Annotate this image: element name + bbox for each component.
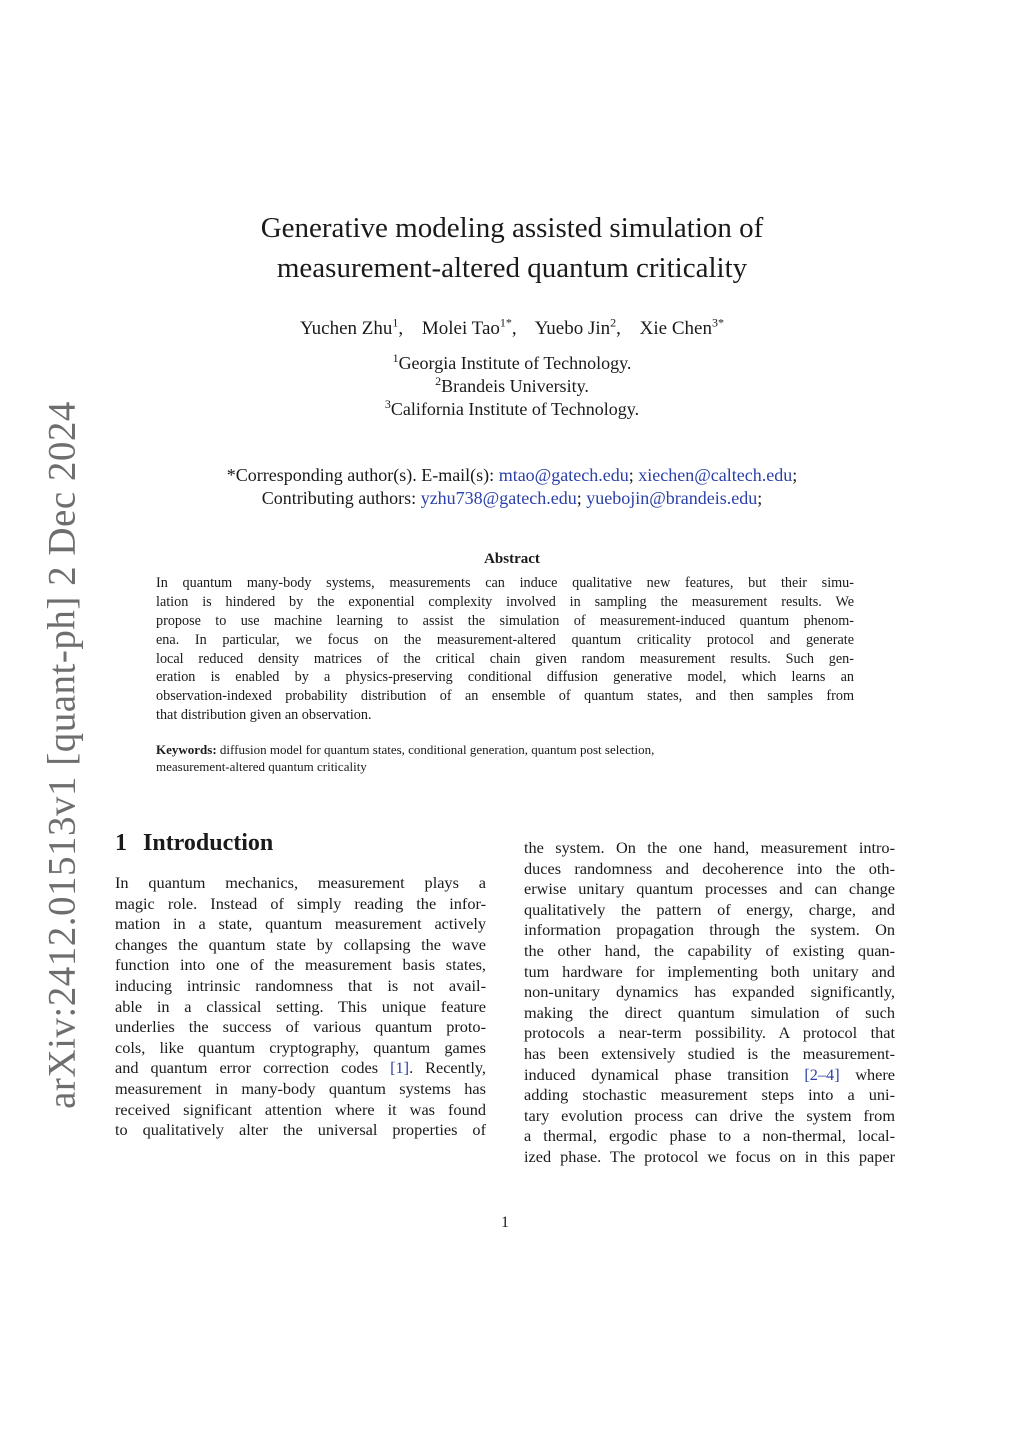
author-affil-mark: 3* bbox=[711, 315, 724, 330]
body-line: information propagation through the system. On bbox=[524, 920, 895, 940]
correspondence-block bbox=[0, 464, 1024, 510]
body-line: In quantum mechanics, measurement plays a bbox=[115, 873, 486, 892]
section-heading bbox=[115, 830, 273, 857]
email-separator: ; bbox=[628, 465, 639, 485]
abstract-line: eration is enabled by a physics-preserving conditional diffusion generative model, which learns an bbox=[156, 669, 854, 686]
author-name: Yuchen Zhu bbox=[300, 318, 393, 339]
body-line: the system. On the one hand, measurement intro- bbox=[524, 838, 895, 857]
email-link[interactable]: mtao@gatech.edu bbox=[498, 465, 629, 485]
email-end: ; bbox=[792, 465, 798, 485]
citation-link[interactable]: [2–4] bbox=[804, 1064, 840, 1084]
body-text: induced dynamical phase transition bbox=[524, 1064, 805, 1084]
keywords-label: Keywords: bbox=[156, 742, 217, 757]
affiliation-mark: 2 bbox=[435, 374, 442, 388]
author-list: Yuchen Zhu$^1$, Molei Tao$^{1*}$, Yuebo Jin$^2$, Xie Chen$^{3*}$ bbox=[300, 315, 724, 339]
body-line: protocols a near-term possibility. A protocol that bbox=[524, 1023, 895, 1043]
body-line: a thermal, ergodic phase to a non-thermal, local- bbox=[524, 1126, 895, 1146]
body-line: non-unitary dynamics has expanded significantly, bbox=[524, 982, 895, 1002]
affiliations bbox=[0, 352, 1024, 421]
paper-title bbox=[0, 208, 1024, 288]
email-link[interactable]: yzhu738@gatech.edu bbox=[420, 488, 577, 508]
abstract-text bbox=[156, 574, 854, 725]
affiliation-line bbox=[0, 375, 1024, 398]
body-line: making the direct quantum simulation of such bbox=[524, 1002, 895, 1022]
body-line: able in a classical setting. This unique feature bbox=[115, 996, 486, 1016]
author-affil-mark: 1* bbox=[499, 315, 512, 330]
keywords-text: diffusion model for quantum states, conditional generation, quantum post selection, bbox=[216, 742, 655, 757]
body-line: mation in a state, quantum measurement actively bbox=[115, 914, 486, 934]
author-affil-mark: 2 bbox=[610, 315, 617, 330]
contributing-line bbox=[0, 487, 1024, 510]
body-text: where bbox=[839, 1064, 896, 1084]
keywords bbox=[156, 741, 854, 775]
abstract-heading: Abstract bbox=[484, 551, 540, 567]
body-line: function into one of the measurement basis states, bbox=[115, 955, 486, 975]
affiliation-name: California Institute of Technology. bbox=[390, 399, 640, 419]
title-line-2: measurement-altered quantum criticality bbox=[276, 252, 748, 284]
affiliation-line bbox=[0, 352, 1024, 375]
abstract-line: lation is hindered by the exponential complexity involved in sampling the measurement results. We bbox=[156, 593, 854, 610]
abstract-line: In quantum many-body systems, measurements can induce qualitative new features, but their simu- bbox=[156, 575, 854, 591]
affiliation-line bbox=[0, 398, 1024, 421]
abstract-line: ena. In particular, we focus on the measurement-altered quantum criticality protocol and generate bbox=[156, 631, 854, 648]
body-line: ized phase. The protocol we focus on in this paper bbox=[524, 1146, 895, 1166]
affiliation-name: Brandeis University. bbox=[441, 376, 589, 396]
body-line: changes the quantum state by collapsing the wave bbox=[115, 934, 486, 954]
body-text: and quantum error correction codes bbox=[115, 1058, 391, 1078]
body-line: magic role. Instead of simply reading the infor- bbox=[115, 893, 486, 913]
keywords-line: measurement-altered quantum criticality bbox=[156, 759, 367, 774]
abstract-line: that distribution given an observation. bbox=[156, 707, 372, 724]
arxiv-identifier: arXiv:2412.01513v1 [quant-ph] 2 Dec 2024 bbox=[40, 401, 84, 1109]
contributing-label: Contributing authors: bbox=[261, 488, 421, 508]
body-line: tum hardware for implementing both unitary and bbox=[524, 961, 895, 981]
abstract-line: observation-indexed probability distribution of an ensemble of quantum states, and then samples from bbox=[156, 688, 854, 705]
affiliation-mark: 1 bbox=[392, 351, 399, 365]
author-affil-mark: 1 bbox=[392, 315, 399, 330]
author-name: Yuebo Jin bbox=[534, 318, 611, 339]
section-number: 1 bbox=[115, 830, 127, 856]
body-line: to qualitatively alter the universal properties of bbox=[115, 1120, 486, 1140]
affiliation-name: Georgia Institute of Technology. bbox=[398, 353, 632, 373]
abstract-line: local reduced density matrices of the critical chain given random measurement results. Such gen- bbox=[156, 650, 854, 667]
body-line: duces randomness and decoherence into the oth- bbox=[524, 858, 895, 878]
email-separator: ; bbox=[576, 488, 587, 508]
body-line bbox=[524, 1065, 895, 1086]
body-line: received significant attention where it was found bbox=[115, 1099, 486, 1119]
body-line: the other hand, the capability of existing quan- bbox=[524, 940, 895, 960]
body-line bbox=[115, 1058, 486, 1079]
email-link[interactable]: yuebojin@brandeis.edu bbox=[586, 488, 758, 508]
body-line: has been extensively studied is the measurement- bbox=[524, 1043, 895, 1063]
page-number: 1 bbox=[501, 1214, 509, 1231]
email-end: ; bbox=[757, 488, 763, 508]
body-line: cols, like quantum cryptography, quantum games bbox=[115, 1037, 486, 1057]
body-line: erwise unitary quantum processes and can change bbox=[524, 879, 895, 899]
email-link[interactable]: xiechen@caltech.edu bbox=[638, 465, 793, 485]
intro-column-left bbox=[115, 873, 486, 1141]
title-line-1: Generative modeling assisted simulation of bbox=[260, 212, 764, 244]
intro-column-right bbox=[524, 838, 895, 1168]
body-text: . Recently, bbox=[409, 1058, 486, 1078]
affiliation-mark: 3 bbox=[384, 397, 391, 411]
body-line: tary evolution process can drive the system from bbox=[524, 1105, 895, 1125]
section-title: Introduction bbox=[143, 830, 274, 856]
body-line: qualitatively the pattern of energy, charge, and bbox=[524, 899, 895, 919]
corresponding-line bbox=[0, 464, 1024, 487]
corresponding-label: *Corresponding author(s). E-mail(s): bbox=[226, 465, 499, 485]
body-line: inducing intrinsic randomness that is not avail- bbox=[115, 975, 486, 995]
citation-link[interactable]: [1] bbox=[390, 1058, 410, 1078]
body-line: underlies the success of various quantum proto- bbox=[115, 1017, 486, 1037]
author-name: Xie Chen bbox=[639, 318, 712, 339]
body-line: adding stochastic measurement steps into a uni- bbox=[524, 1085, 895, 1105]
abstract-line: propose to use machine learning to assist the simulation of measurement-induced quantum phenom- bbox=[156, 612, 854, 629]
body-line: measurement in many-body quantum systems has bbox=[115, 1078, 486, 1098]
keywords-line bbox=[156, 741, 854, 758]
author-name: Molei Tao bbox=[421, 318, 500, 339]
